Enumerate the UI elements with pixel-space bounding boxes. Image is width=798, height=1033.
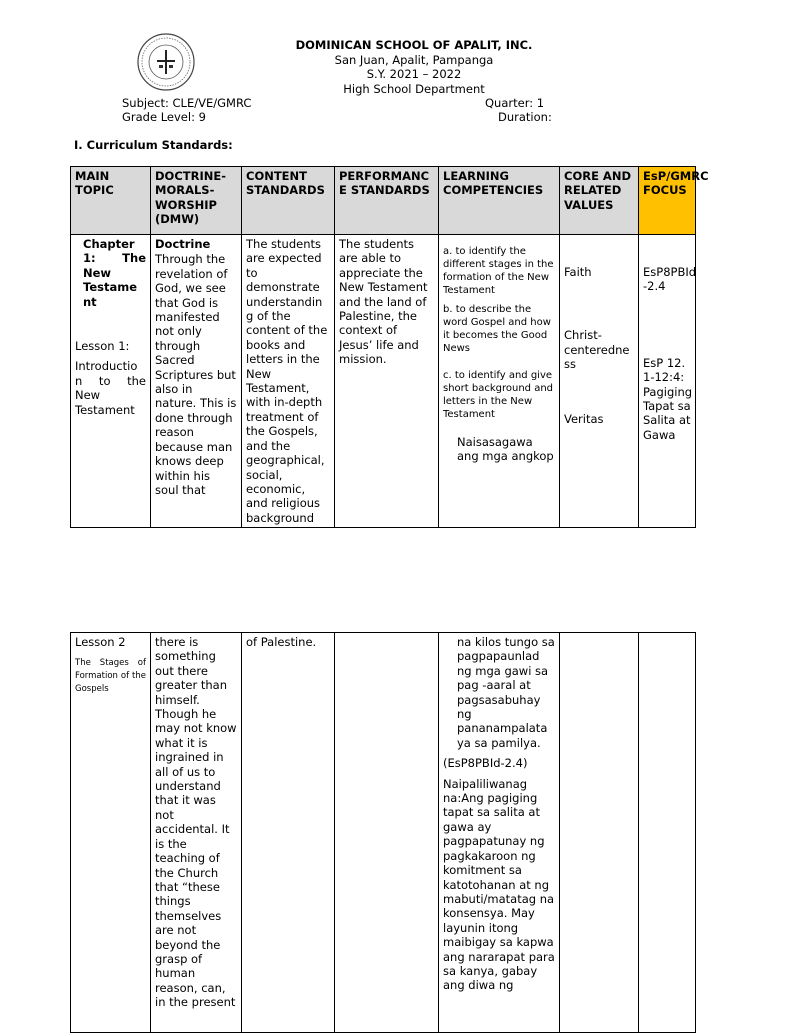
school-name: DOMINICAN SCHOOL OF APALIT, INC. — [295, 38, 533, 52]
chapter-title: Chapter 1: The New Testame nt — [83, 237, 146, 309]
main-topic-cell — [71, 633, 151, 1033]
curriculum-table-continued — [70, 632, 696, 1033]
performance-standards-cell: The students are able to appreciate the New Testament and the land of Palestine, the context of Jesus’ life and mission. — [335, 235, 439, 528]
competency-a: a. to identify the different stages in the formation of the New Testament — [443, 246, 554, 296]
core-values-cell — [560, 633, 639, 1033]
table-row — [71, 633, 696, 1033]
value-faith: Faith — [564, 265, 592, 279]
dmw-cell: there is something out there greater than himself. Though he may not know what it is ingrained in all of us to understand that it was not accidental. It is the teaching of the Church that “these things themselves are not beyond the grasp of human reason, can, in the present — [151, 633, 242, 1033]
competency-d: Naisasagawa ang mga angkop — [457, 435, 554, 464]
focus-code-2: EsP 12. 1-12:4: Pagiging Tapat sa Salita at Gawa — [643, 355, 693, 442]
competency-code: (EsP8PBId-2.4) — [443, 756, 528, 771]
lesson-title: The Stages of Formation of the Gospels — [75, 658, 146, 695]
competency-c: c. to identify and give short background and letters in the New Testament — [443, 370, 554, 420]
lesson-title: Introductio n to the New Testament — [75, 359, 146, 417]
core-values-cell — [560, 235, 639, 528]
header-performance-standards: PERFORMANC E STANDARDS — [335, 167, 439, 235]
header-content-standards: CONTENT STANDARDS — [242, 167, 335, 235]
subject-label: Subject: CLE/VE/GMRC — [122, 96, 252, 110]
school-address: San Juan, Apalit, Pampanga — [334, 53, 494, 67]
header-dmw: DOCTRINE-MORALS-WORSHIP (DMW) — [151, 167, 242, 235]
dmw-title: Doctrine — [155, 237, 211, 251]
learning-competencies-cell — [439, 633, 560, 1033]
header-core-values: CORE AND RELATED VALUES — [560, 167, 639, 235]
esp-focus-cell — [639, 633, 696, 1033]
table-header-row — [71, 167, 696, 235]
header-main-topic: MAIN TOPIC — [71, 167, 151, 235]
value-veritas: Veritas — [564, 411, 604, 426]
duration-label: Duration: — [498, 110, 552, 124]
curriculum-table — [70, 166, 709, 528]
dmw-text: Through the revelation of God, we see that God is manifested not only through Sacred Scriptures but also in nature. This is done through reason because man knows deep within his soul that — [155, 252, 237, 497]
table-row — [71, 235, 696, 528]
grade-level-label: Grade Level: 9 — [122, 110, 206, 124]
competency-text-2: Naipaliliwanag na:Ang pagiging tapat sa salita at gawa ay pagpapatunay ng pagkakaroon ng komitment sa katotohanan at ng mabuti/matatag na konsensya. May layunin itong maibigay sa kapwa ang nararapat para sa kanya, gabay ang diwa ng — [443, 776, 555, 993]
quarter-label: Quarter: 1 — [485, 96, 545, 110]
main-topic-cell — [71, 235, 151, 528]
content-standards-cell: The students are expected to demonstrate understandin g of the content of the books and letters in the New Testament, with in-depth treatment of the Gospels, and the geographical, social, economic, and religious background — [242, 235, 335, 528]
school-year: S.Y. 2021 – 2022 — [366, 67, 462, 81]
esp-focus-cell — [639, 235, 696, 528]
performance-standards-cell — [335, 633, 439, 1033]
focus-code-1: EsP8PBId -2.4 — [643, 265, 697, 294]
competency-text-1: na kilos tungo sa pagpapaunlad ng mga gawi sa pag -aaral at pagsasabuhay ng pananampalata ya sa pamilya. — [457, 635, 555, 750]
header-esp-gmrc-focus: EsP/GMRC FOCUS — [639, 167, 696, 235]
competency-b: b. to describe the word Gospel and how it becomes the Good News — [443, 304, 551, 354]
section-title: I. Curriculum Standards: — [74, 138, 233, 152]
dmw-cell — [151, 235, 242, 528]
lesson-label: Lesson 2 — [75, 635, 126, 649]
header-learning-competencies: LEARNING COMPETENCIES — [439, 167, 560, 235]
department: High School Department — [343, 82, 485, 96]
lesson-label: Lesson 1: — [75, 339, 130, 354]
value-christ-centeredness: Christ-centeredne ss — [564, 328, 630, 372]
content-standards-cell: of Palestine. — [242, 633, 335, 1033]
learning-competencies-cell — [439, 235, 560, 528]
